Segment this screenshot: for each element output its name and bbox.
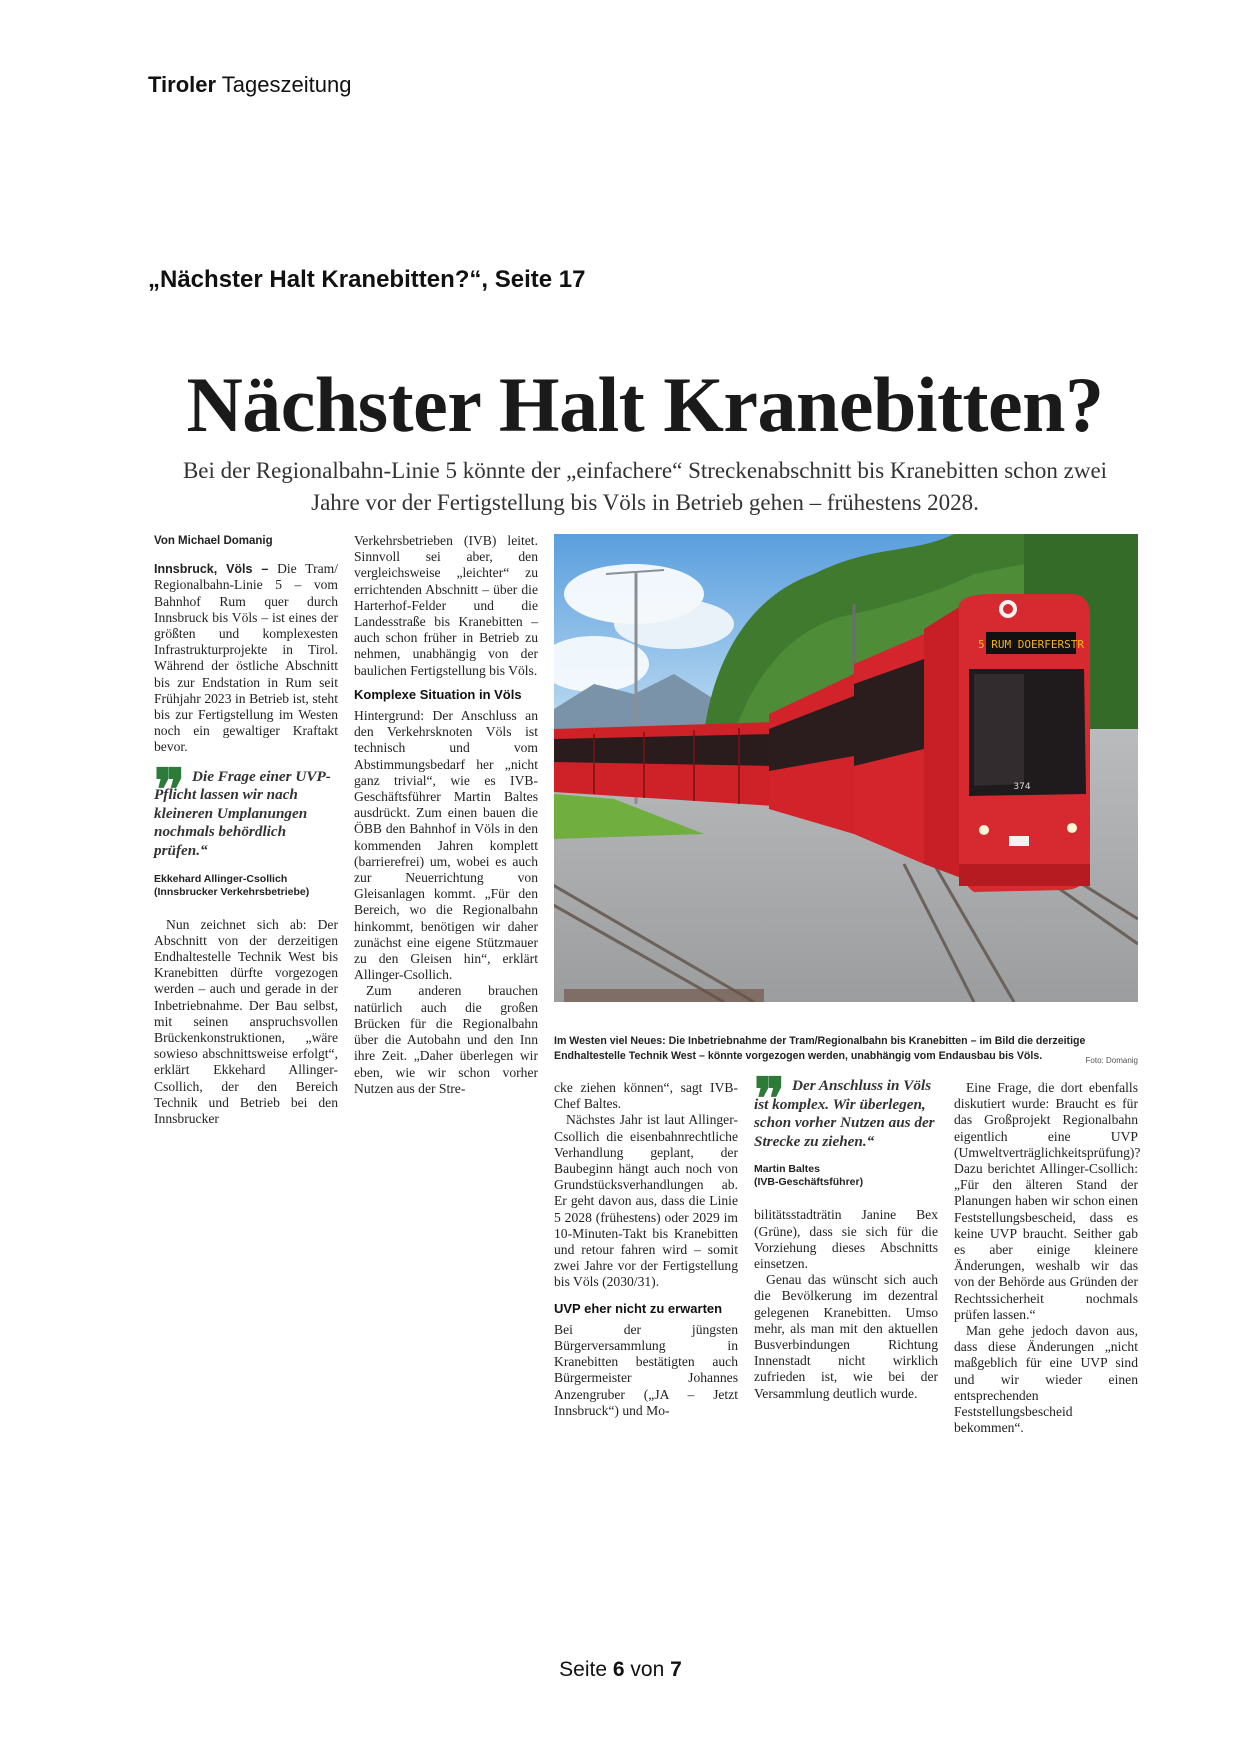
quote-mark-icon: ❞ (754, 1067, 786, 1132)
quote-author-role: (Innsbrucker Verkehrsbetriebe) (154, 885, 310, 898)
quote-text: Die Frage einer UVP-Pflicht lassen wir nach kleineren Umplanungen nochmals behördlich prüfen.“ (154, 767, 331, 860)
body-paragraph: bilitätsstadträtin Janine Bex (Grüne), dass sie sich für die Vorziehung dieses Abschnitts einsetzen. (754, 1207, 938, 1271)
subheadline: Bei der Regionalbahn-Linie 5 könnte der „einfachere“ Streckenabschnitt bis Kranebitten schon zwei Jahre vor der Fertigstellung bis Völs in Betrieb gehen – frühestens 2028. (182, 458, 1108, 515)
page-label: Seite (559, 1658, 608, 1681)
lead-paragraph (154, 561, 338, 755)
dateline: Innsbruck, Völs – (154, 562, 269, 577)
caption-text: Im Westen viel Neues: Die Inbetriebnahme der Tram/Regionalbahn bis Kranebitten – im Bild die derzeitige Endhaltestelle Technik West – könnte vorgezogen werden, unabhängig vom Endausbau bis Völs. (554, 1035, 1086, 1062)
column-1 (154, 533, 338, 1127)
section-heading: UVP eher nicht zu erwarten (554, 1300, 723, 1316)
body-paragraph: Nun zeichnet sich ab: Der Abschnitt von der derzeitigen Endhaltestelle Technik West bis Kranebitten dürfte vorgezogen werden – auch und gerade in der Inbetriebnahme. Der Bau selbst, mit seinen anspruchsvollen Brückenkonstruktionen, „wäre sowieso abschnittsweise erfolgt“, erklärt Ekkehard Allinger-Csollich, der den Bereich Technik und Betrieb bei den Innsbrucker (154, 916, 338, 1127)
article-reference: „Nächster Halt Kranebitten?“, Seite 17 (148, 266, 586, 293)
quote-author-role: (IVB-Geschäftsführer) (754, 1176, 864, 1189)
photo-credit: Foto: Domanig (1085, 1056, 1138, 1065)
tram-fleet-number: 374 (1013, 782, 1031, 792)
publication-name-rest: Tageszeitung (221, 72, 352, 97)
body-paragraph: cke ziehen können“, sagt IVB-Chef Baltes. (554, 1080, 738, 1112)
body-paragraph: Eine Frage, die dort ebenfalls diskutiert wurde: Braucht es für das Großprojekt Regionalbahn eigentlich eine UVP (Umweltverträglichkeitsprüfung)? Dazu berichtet Allinger-Csollich: „Für den älteren Stand der Planungen haben wir schon einen Feststellungsbescheid, dass es keine UVP braucht. Seither gab es aber einige kleinere Änderungen, weshalb wir das von der Behörde aus Gründen der Rechtssicherheit nochmals prüfen lassen.“ (954, 1080, 1141, 1322)
column-3 (554, 1080, 738, 1419)
publication-name-bold: Tiroler (148, 72, 217, 97)
byline: Von Michael Domanig (154, 535, 273, 547)
body-paragraph: Genau das wünscht sich auch die Bevölkerung im dezentral gelegenen Kranebitten. Umso mehr, als man mit den aktuellen Busverbindungen Richtung Innenstadt nicht wirklich zufrieden ist, wie bei der Versammlung deutlich wurde. (754, 1272, 938, 1401)
column-2 (354, 533, 538, 1097)
publication-name (148, 72, 351, 98)
page-of-label: von (630, 1658, 665, 1681)
photo-caption (554, 1034, 1138, 1068)
tram-photo (554, 534, 1138, 1002)
pull-quote-2 (754, 1067, 938, 1189)
section-heading: Komplexe Situation in Völs (354, 686, 522, 702)
body-paragraph: Hintergrund: Der Anschluss an den Verkehrsknoten Völs ist technisch und vom Abstimmungsbedarf her „nicht ganz trivial“, wie es IVB-Geschäftsführer Martin Baltes ausdrückt. Zum einen bauen die ÖBB den Bahnhof in Völs in den kommenden Jahren komplett (barrierefrei) um, wobei es auch zur Neuerrichtung von Gleisanlagen kommt. „Für den Bereich, wo die Regionalbahn hinkommt, benötigen wir daher zunächst eine eigene Stützmauer zu den Gleisen hin“, erklärt Allinger-Csollich. (354, 708, 538, 983)
column-4 (754, 1067, 938, 1402)
quote-attribution (754, 1163, 938, 1189)
body-paragraph: Verkehrsbetrieben (IVB) leitet. Sinnvoll sei aber, den vergleichsweise „leichter“ zu errichtenden Abschnitt – über die Harterhof-Felder und die Landesstraße bis Kranebitten – auch schon früher in Betrieb zu nehmen, unabhängig von der baulichen Fertigstellung bis Völs. (354, 533, 538, 678)
body-paragraph: Man gehe jedoch davon aus, dass diese Änderungen „nicht maßgeblich für eine UVP sind und wir wieder einen entsprechenden Feststellungsbescheid bekommen“. (954, 1323, 1138, 1436)
headline: Nächster Halt Kranebitten? (186, 361, 1104, 448)
page-number: 6 (612, 1658, 625, 1681)
quote-author: Martin Baltes (754, 1163, 820, 1176)
tram-destination-sign: 5 RUM DOERFERSTR (978, 638, 1084, 651)
lead-text: Die Tram/ Regionalbahn-Linie 5 – vom Bahnhof Rum quer durch Innsbruck bis Völs – ist eines der größten und komplexesten Infrastrukturprojekte in Tirol. Während der östliche Abschnitt bis zur Endstation in Rum seit Frühjahr 2023 in Betrieb ist, steht bis zur Fertigstellung im Westen noch ein gewaltiger Kraftakt bevor. (154, 561, 338, 755)
tram-illustration (554, 534, 1138, 1002)
quote-attribution (154, 873, 338, 899)
body-paragraph: Bei der jüngsten Bürgerversammlung in Kranebitten bestätigten auch Bürgermeister Johannes Anzengruber („JA – Jetzt Innsbruck“) und Mo- (554, 1321, 738, 1418)
pull-quote-1 (154, 757, 338, 899)
page-footer (0, 1658, 1241, 1682)
column-5 (954, 1080, 1141, 1436)
quote-mark-icon: ❞ (154, 757, 186, 823)
quote-text: Der Anschluss in Völs ist komplex. Wir überlegen, schon vorher Nutzen aus der Strecke zu ziehen.“ (754, 1077, 935, 1150)
body-paragraph: Zum anderen brauchen natürlich auch die großen Brücken für die Regionalbahn über die Autobahn und den Inn ihre Zeit. „Daher überlegen wir eben, wie wir schon vorher Nutzen aus der Stre- (354, 983, 538, 1096)
body-paragraph: Nächstes Jahr ist laut Allinger-Csollich die eisenbahnrechtliche Verhandlung geplant, der Baubeginn hängt auch noch von Grundstücksverhandlungen ab. Er geht davon aus, dass die Linie 5 2028 (frühestens) oder 2029 im 10-Minuten-Takt bis Kranebitten und retour fahren wird – somit zwei Jahre vor der Fertigstellung bis Völs (2030/31). (554, 1112, 738, 1290)
page-total: 7 (670, 1658, 682, 1681)
quote-author: Ekkehard Allinger-Csollich (154, 872, 288, 885)
